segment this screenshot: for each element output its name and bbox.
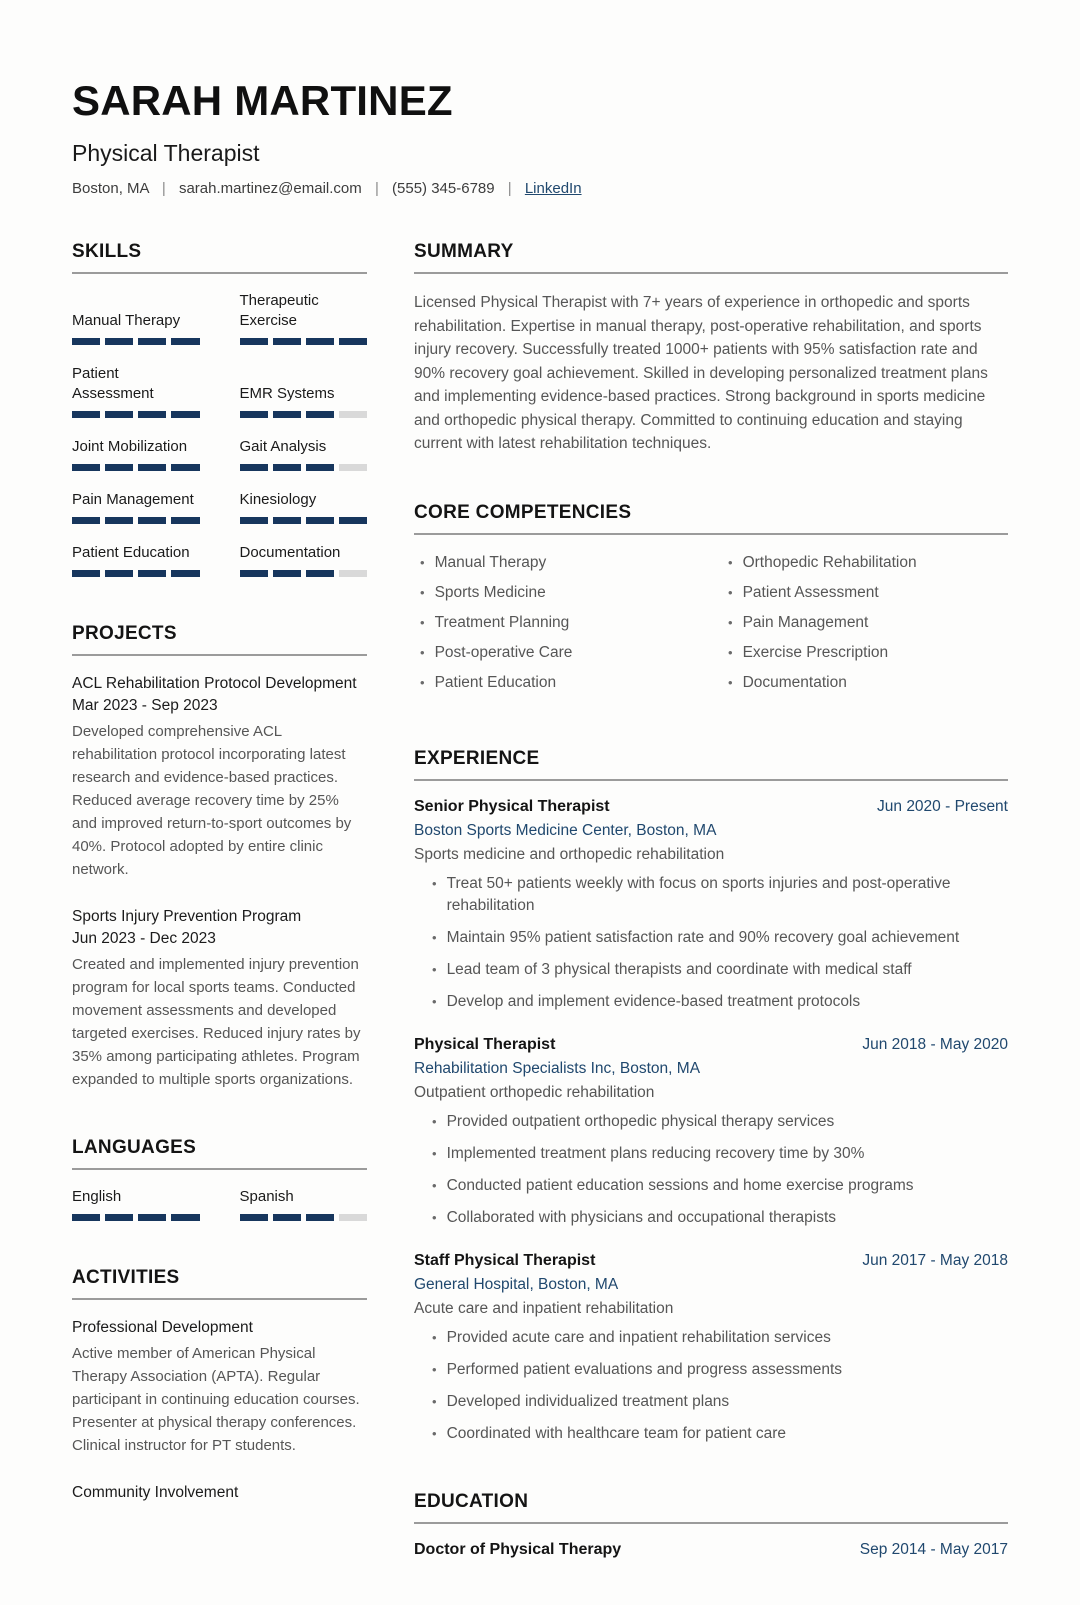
person-name: SARAH MARTINEZ bbox=[72, 77, 453, 124]
job-company: General Hospital, Boston, MA bbox=[414, 1275, 619, 1293]
bar-segment-filled bbox=[105, 570, 133, 577]
job-header bbox=[414, 1036, 1008, 1054]
job-bullet-list bbox=[414, 1327, 1008, 1445]
person-job-title: Physical Therapist bbox=[72, 140, 260, 167]
project-description: Created and implemented injury prevention program for local sports teams. Conducted movement assessments and developed targeted exercises. Reduced injury rates by 35% among participating athletes. Program expanded to multiple sports organizations. bbox=[72, 956, 361, 1089]
project-dates: Jun 2023 - Dec 2023 bbox=[72, 930, 216, 948]
bar-segment-filled bbox=[273, 1214, 301, 1221]
skill-item bbox=[240, 384, 368, 418]
bar-segment-filled bbox=[72, 338, 100, 345]
job-bullet-text: Maintain 95% patient satisfaction rate and 90% recovery goal achievement bbox=[446, 928, 960, 946]
core-competencies-grid bbox=[414, 552, 1008, 702]
skill-item-level-bar bbox=[72, 570, 200, 577]
bullet-dot-icon: • bbox=[432, 1113, 437, 1129]
education-section bbox=[414, 1491, 1008, 1559]
projects-heading: PROJECTS bbox=[72, 623, 367, 656]
bullet-dot-icon: • bbox=[420, 554, 425, 570]
job-title: Physical Therapist bbox=[414, 1035, 556, 1053]
activity-item bbox=[72, 1317, 367, 1457]
job-bullet bbox=[414, 1143, 1008, 1165]
job-title: Senior Physical Therapist bbox=[414, 797, 610, 815]
job-bullet bbox=[414, 873, 1008, 917]
bullet-dot-icon: • bbox=[728, 614, 733, 630]
skill-item bbox=[240, 437, 368, 471]
project-description: Developed comprehensive ACL rehabilitation protocol incorporating latest research and evidence-based practices. Reduced average recovery time by 25% and improved return-to-sport outcomes by 40%. Protocol adopted by entire clinic network. bbox=[72, 723, 352, 879]
job-bullet-text: Treat 50+ patients weekly with focus on sports injuries and post-operative rehabilitation bbox=[446, 874, 951, 914]
job-bullet bbox=[414, 959, 1008, 981]
summary-heading: SUMMARY bbox=[414, 241, 1008, 274]
bar-segment-filled bbox=[105, 464, 133, 471]
contact-line bbox=[72, 180, 1008, 197]
project-item bbox=[72, 906, 367, 1091]
contact-separator: | bbox=[507, 180, 512, 198]
project-dates: Mar 2023 - Sep 2023 bbox=[72, 697, 218, 715]
bar-segment-empty bbox=[339, 464, 367, 471]
bar-segment-filled bbox=[306, 464, 334, 471]
job-bullet-list bbox=[414, 1111, 1008, 1229]
bar-segment-filled bbox=[105, 411, 133, 418]
job-header bbox=[414, 798, 1008, 816]
skill-item bbox=[72, 490, 200, 524]
bar-segment-filled bbox=[138, 1214, 166, 1221]
bar-segment-filled bbox=[240, 517, 268, 524]
bullet-dot-icon: • bbox=[420, 614, 425, 630]
bar-segment-filled bbox=[306, 1214, 334, 1221]
skill-item-level-bar bbox=[72, 464, 200, 471]
skill-item bbox=[72, 437, 200, 471]
job-company: Boston Sports Medicine Center, Boston, MA bbox=[414, 821, 717, 839]
skill-item-label: Patient Assessment bbox=[72, 365, 154, 403]
job-bullet bbox=[414, 1327, 1008, 1349]
activity-title: Community Involvement bbox=[72, 1484, 239, 1502]
bullet-dot-icon: • bbox=[432, 961, 437, 977]
bar-segment-filled bbox=[72, 411, 100, 418]
job-header bbox=[414, 1252, 1008, 1270]
project-item bbox=[72, 673, 367, 881]
competency-label: Patient Assessment bbox=[742, 583, 879, 601]
languages-heading: LANGUAGES bbox=[72, 1137, 367, 1170]
linkedin-link[interactable]: LinkedIn bbox=[524, 180, 582, 198]
job-bullet-text: Lead team of 3 physical therapists and coordinate with medical staff bbox=[446, 960, 912, 978]
competency-label: Patient Education bbox=[434, 673, 557, 691]
education-heading: EDUCATION bbox=[414, 1491, 1008, 1524]
experience-heading: EXPERIENCE bbox=[414, 748, 1008, 781]
job-subtitle: Outpatient orthopedic rehabilitation bbox=[414, 1083, 655, 1101]
bar-segment-filled bbox=[138, 464, 166, 471]
competency-item bbox=[414, 642, 700, 664]
bar-segment-empty bbox=[339, 411, 367, 418]
job-item bbox=[414, 1252, 1008, 1445]
language-item-level-bar bbox=[240, 1214, 368, 1221]
languages-grid bbox=[72, 1187, 367, 1221]
contact-location: Boston, MA bbox=[72, 180, 149, 198]
bar-segment-filled bbox=[138, 411, 166, 418]
bar-segment-filled bbox=[306, 411, 334, 418]
bullet-dot-icon: • bbox=[432, 993, 437, 1009]
bar-segment-filled bbox=[171, 411, 199, 418]
bar-segment-filled bbox=[72, 1214, 100, 1221]
bullet-dot-icon: • bbox=[432, 1425, 437, 1441]
bar-segment-filled bbox=[171, 570, 199, 577]
job-bullet-list bbox=[414, 873, 1008, 1013]
bullet-dot-icon: • bbox=[432, 875, 437, 891]
activities-section bbox=[72, 1267, 367, 1504]
bar-segment-filled bbox=[306, 338, 334, 345]
bullet-dot-icon: • bbox=[432, 1145, 437, 1161]
activities-list bbox=[72, 1317, 367, 1504]
job-bullet-text: Coordinated with healthcare team for patient care bbox=[446, 1424, 787, 1442]
bar-segment-filled bbox=[171, 1214, 199, 1221]
competency-label: Exercise Prescription bbox=[742, 643, 889, 661]
skill-item-label: Pain Management bbox=[72, 491, 194, 509]
bar-segment-filled bbox=[72, 464, 100, 471]
language-item-level-bar bbox=[72, 1214, 200, 1221]
bar-segment-filled bbox=[273, 464, 301, 471]
activity-item bbox=[72, 1482, 367, 1504]
competency-label: Pain Management bbox=[742, 613, 869, 631]
bullet-dot-icon: • bbox=[420, 644, 425, 660]
job-bullet-text: Provided outpatient orthopedic physical therapy services bbox=[446, 1112, 835, 1130]
language-item-label: Spanish bbox=[239, 1188, 294, 1206]
job-dates: Jun 2020 - Present bbox=[877, 797, 1008, 815]
skill-item-label: Gait Analysis bbox=[239, 438, 327, 456]
job-bullet-text: Performed patient evaluations and progress assessments bbox=[446, 1360, 843, 1378]
bar-segment-filled bbox=[339, 338, 367, 345]
bar-segment-filled bbox=[240, 1214, 268, 1221]
bar-segment-filled bbox=[72, 517, 100, 524]
competency-item bbox=[722, 612, 1008, 634]
bar-segment-filled bbox=[240, 411, 268, 418]
competency-label: Post-operative Care bbox=[434, 643, 573, 661]
bullet-dot-icon: • bbox=[728, 674, 733, 690]
bar-segment-filled bbox=[306, 570, 334, 577]
competency-label: Treatment Planning bbox=[434, 613, 570, 631]
language-item bbox=[72, 1187, 200, 1221]
skill-item-label: Manual Therapy bbox=[72, 312, 181, 330]
bar-segment-filled bbox=[240, 464, 268, 471]
job-bullet bbox=[414, 1359, 1008, 1381]
bar-segment-filled bbox=[171, 517, 199, 524]
contact-separator: | bbox=[161, 180, 166, 198]
bullet-dot-icon: • bbox=[420, 584, 425, 600]
bar-segment-filled bbox=[240, 338, 268, 345]
projects-list bbox=[72, 673, 367, 1091]
bar-segment-filled bbox=[138, 517, 166, 524]
bar-segment-filled bbox=[273, 411, 301, 418]
competency-item bbox=[414, 582, 700, 604]
competency-item bbox=[722, 672, 1008, 694]
competency-item bbox=[722, 552, 1008, 574]
bar-segment-filled bbox=[339, 517, 367, 524]
bar-segment-filled bbox=[273, 570, 301, 577]
language-item-label: English bbox=[72, 1188, 122, 1206]
activity-description: Active member of American Physical Therapy Association (APTA). Regular participant in continuing education courses. Presenter at physical therapy conferences. Clinical instructor for PT students. bbox=[72, 1345, 360, 1455]
skill-item bbox=[72, 543, 200, 577]
competencies-column-1 bbox=[414, 552, 700, 702]
core-competencies-heading: CORE COMPETENCIES bbox=[414, 502, 1008, 535]
skill-item-level-bar bbox=[72, 517, 200, 524]
skill-item-label: EMR Systems bbox=[239, 385, 335, 403]
bar-segment-filled bbox=[138, 570, 166, 577]
job-company: Rehabilitation Specialists Inc, Boston, MA bbox=[414, 1059, 701, 1077]
bar-segment-filled bbox=[306, 517, 334, 524]
skill-item-level-bar bbox=[240, 464, 368, 471]
bar-segment-filled bbox=[105, 1214, 133, 1221]
job-bullet bbox=[414, 1111, 1008, 1133]
skill-item bbox=[72, 311, 200, 345]
competency-label: Manual Therapy bbox=[434, 553, 547, 571]
job-bullet bbox=[414, 1391, 1008, 1413]
job-bullet bbox=[414, 1207, 1008, 1229]
skill-item-level-bar bbox=[72, 338, 200, 345]
bullet-dot-icon: • bbox=[432, 1209, 437, 1225]
competency-label: Sports Medicine bbox=[434, 583, 546, 601]
bullet-dot-icon: • bbox=[420, 674, 425, 690]
job-subtitle: Sports medicine and orthopedic rehabilitation bbox=[414, 845, 725, 863]
bar-segment-filled bbox=[273, 517, 301, 524]
bar-segment-empty bbox=[339, 1214, 367, 1221]
skill-item bbox=[240, 291, 368, 345]
bullet-dot-icon: • bbox=[432, 929, 437, 945]
education-dates: Sep 2014 - May 2017 bbox=[859, 1540, 1008, 1558]
bar-segment-filled bbox=[138, 338, 166, 345]
jobs-list bbox=[414, 798, 1008, 1445]
skills-grid bbox=[72, 291, 367, 577]
job-bullet-text: Conducted patient education sessions and home exercise programs bbox=[446, 1176, 914, 1194]
skill-item-level-bar bbox=[240, 517, 368, 524]
skills-heading: SKILLS bbox=[72, 241, 367, 274]
skill-item-label: Patient Education bbox=[72, 544, 190, 562]
contact-separator: | bbox=[374, 180, 379, 198]
competencies-column-2 bbox=[722, 552, 1008, 702]
skill-item-level-bar bbox=[72, 411, 200, 418]
skill-item-label: Kinesiology bbox=[239, 491, 317, 509]
job-bullet bbox=[414, 1175, 1008, 1197]
bar-segment-filled bbox=[273, 338, 301, 345]
resume-body bbox=[72, 241, 1008, 1605]
job-item bbox=[414, 798, 1008, 1013]
project-title: Sports Injury Prevention Program bbox=[72, 908, 302, 926]
language-item bbox=[240, 1187, 368, 1221]
bar-segment-filled bbox=[105, 338, 133, 345]
competency-item bbox=[414, 672, 700, 694]
left-column bbox=[72, 241, 367, 1550]
education-list bbox=[414, 1541, 1008, 1559]
bullet-dot-icon: • bbox=[432, 1177, 437, 1193]
job-subtitle: Acute care and inpatient rehabilitation bbox=[414, 1299, 674, 1317]
education-degree: Doctor of Physical Therapy bbox=[414, 1540, 622, 1558]
contact-email: sarah.martinez@email.com bbox=[178, 180, 362, 198]
bar-segment-filled bbox=[72, 570, 100, 577]
contact-phone: (555) 345-6789 bbox=[392, 180, 495, 198]
skills-section bbox=[72, 241, 367, 577]
activity-title: Professional Development bbox=[72, 1319, 253, 1337]
summary-section bbox=[414, 241, 1008, 456]
job-dates: Jun 2017 - May 2018 bbox=[862, 1251, 1008, 1269]
experience-section bbox=[414, 748, 1008, 1445]
activities-heading: ACTIVITIES bbox=[72, 1267, 367, 1300]
skill-item bbox=[240, 543, 368, 577]
core-competencies-section bbox=[414, 502, 1008, 702]
projects-section bbox=[72, 623, 367, 1091]
job-dates: Jun 2018 - May 2020 bbox=[862, 1035, 1008, 1053]
bullet-dot-icon: • bbox=[728, 644, 733, 660]
bar-segment-filled bbox=[240, 570, 268, 577]
resume-header bbox=[72, 78, 1008, 197]
skill-item-level-bar bbox=[240, 411, 368, 418]
job-bullet-text: Collaborated with physicians and occupational therapists bbox=[446, 1208, 837, 1226]
education-item bbox=[414, 1541, 1008, 1559]
skill-item-level-bar bbox=[240, 338, 368, 345]
project-title: ACL Rehabilitation Protocol Development bbox=[72, 675, 357, 693]
competency-item bbox=[722, 582, 1008, 604]
job-bullet-text: Implemented treatment plans reducing recovery time by 30% bbox=[446, 1144, 865, 1162]
competency-item bbox=[722, 642, 1008, 664]
job-bullet bbox=[414, 1423, 1008, 1445]
skill-item-label: Therapeutic Exercise bbox=[239, 292, 319, 330]
bullet-dot-icon: • bbox=[728, 554, 733, 570]
skill-item-label: Joint Mobilization bbox=[72, 438, 188, 456]
skill-item-level-bar bbox=[240, 570, 368, 577]
job-bullet bbox=[414, 927, 1008, 949]
skill-item bbox=[72, 364, 200, 418]
bar-segment-filled bbox=[171, 464, 199, 471]
job-item bbox=[414, 1036, 1008, 1229]
bar-segment-filled bbox=[105, 517, 133, 524]
skill-item-label: Documentation bbox=[239, 544, 341, 562]
bullet-dot-icon: • bbox=[432, 1393, 437, 1409]
skill-item bbox=[240, 490, 368, 524]
job-bullet-text: Provided acute care and inpatient rehabilitation services bbox=[446, 1328, 831, 1346]
job-title: Staff Physical Therapist bbox=[414, 1251, 596, 1269]
bar-segment-empty bbox=[339, 570, 367, 577]
bullet-dot-icon: • bbox=[432, 1329, 437, 1345]
bar-segment-filled bbox=[171, 338, 199, 345]
competency-label: Orthopedic Rehabilitation bbox=[742, 553, 917, 571]
bullet-dot-icon: • bbox=[728, 584, 733, 600]
competency-item bbox=[414, 552, 700, 574]
competency-item bbox=[414, 612, 700, 634]
job-bullet bbox=[414, 991, 1008, 1013]
languages-section bbox=[72, 1137, 367, 1221]
bullet-dot-icon: • bbox=[432, 1361, 437, 1377]
right-column bbox=[414, 241, 1008, 1605]
job-bullet-text: Developed individualized treatment plans bbox=[446, 1392, 730, 1410]
summary-text: Licensed Physical Therapist with 7+ years of experience in orthopedic and sports rehabilitation. Expertise in manual therapy, post-operative rehabilitation, and sports injury recovery. Successfully treated 1000+ patients with 95% satisfaction rate and 90% recovery goal achievement. Skilled in developing personalized treatment plans and implementing evidence-based practices. Strong background in sports medicine and orthopedic physical therapy. Committed to continuing education and staying current with latest rehabilitation techniques. bbox=[414, 294, 988, 453]
job-bullet-text: Develop and implement evidence-based treatment protocols bbox=[446, 992, 861, 1010]
competency-label: Documentation bbox=[742, 673, 847, 691]
